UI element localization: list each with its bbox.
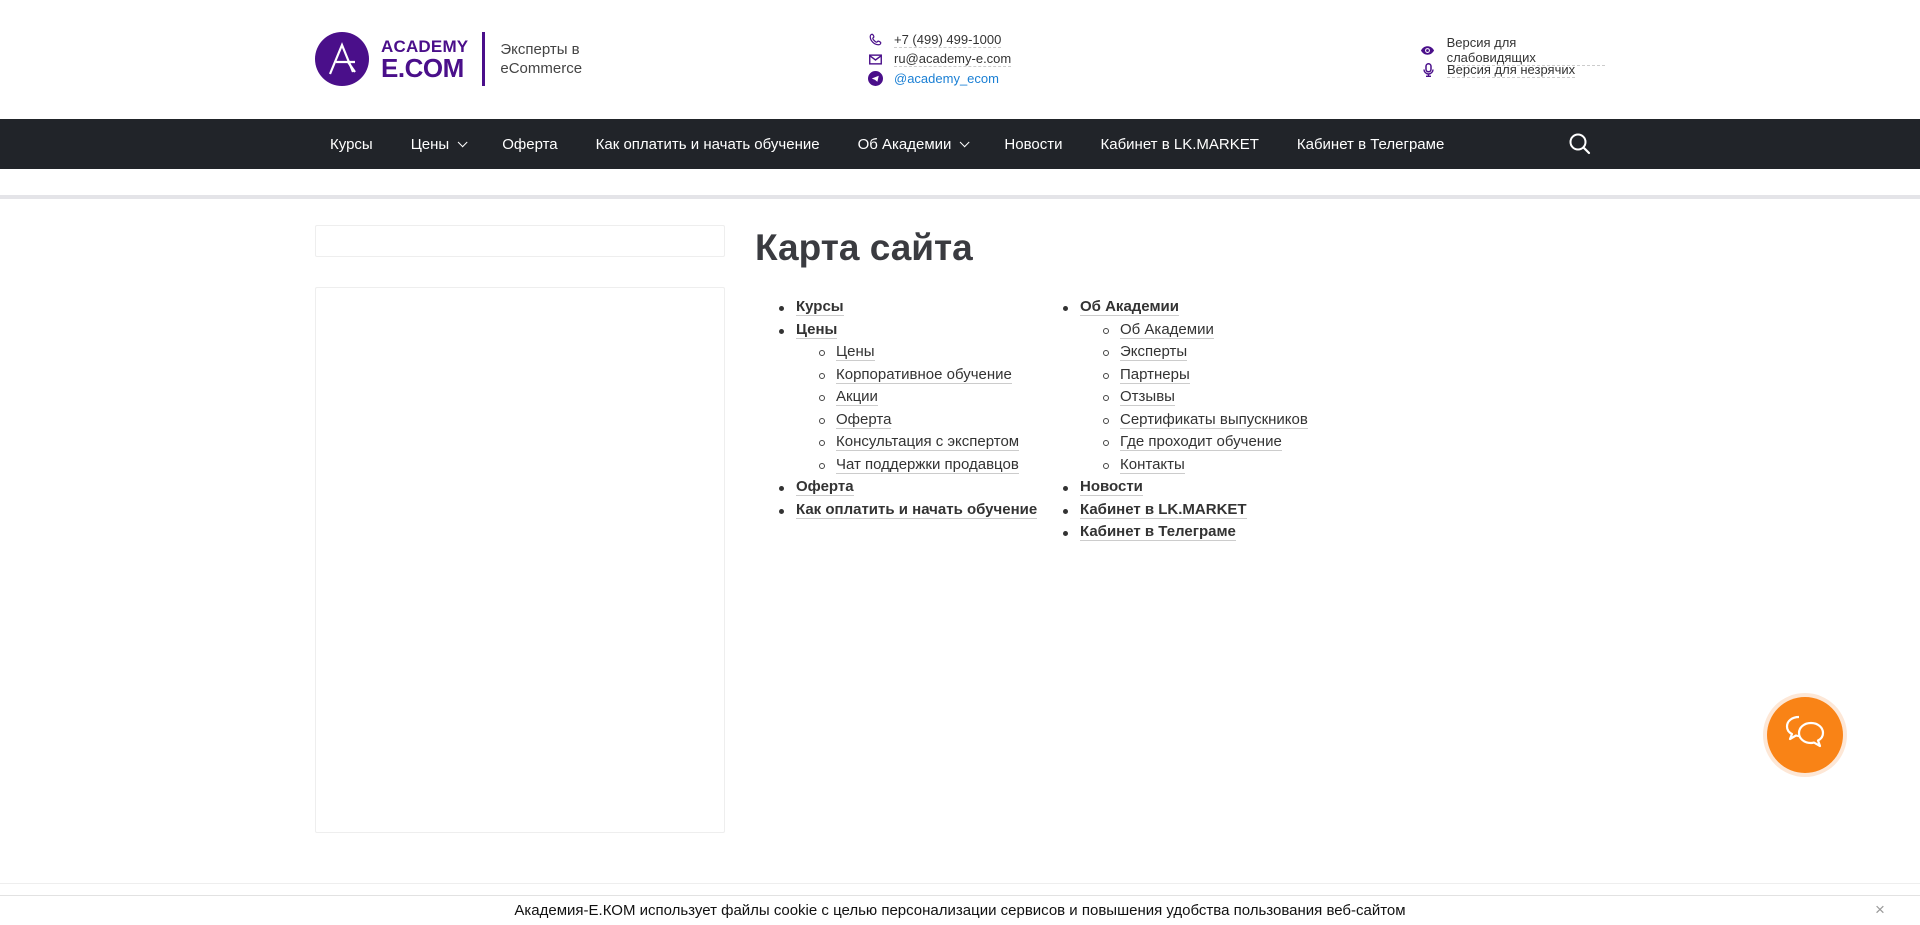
sidebar [315, 225, 725, 833]
sitemap-link-offer-sub[interactable]: Оферта [836, 410, 892, 428]
chat-button-inner [1767, 697, 1843, 773]
sitemap-subitem [1080, 409, 1308, 432]
sidebar-widget [315, 287, 725, 833]
telegram-link[interactable]: @academy_ecom [894, 71, 999, 87]
sitemap [755, 296, 1605, 544]
mail-icon [867, 51, 883, 67]
sitemap-item [755, 296, 1039, 319]
logo-link[interactable] [315, 32, 600, 86]
sub-header-strip [0, 169, 1920, 199]
sitemap-link-promotions[interactable]: Акции [836, 388, 878, 405]
logo-divider [482, 32, 485, 86]
sitemap-link-experts[interactable]: Эксперты [1120, 343, 1188, 360]
sitemap-subitem [796, 409, 1039, 432]
page-title: Карта сайта [755, 227, 973, 268]
sitemap-link-how-to-pay[interactable]: Как оплатить и начать обучение [796, 500, 1038, 518]
nav-item-courses[interactable] [315, 119, 388, 169]
site-header [0, 0, 1920, 119]
sitemap-item [1039, 476, 1308, 499]
sitemap-link-seller-chat[interactable]: Чат поддержки продавцов [836, 455, 1019, 473]
chat-bubbles-icon [1784, 714, 1826, 757]
sitemap-link-consultation[interactable]: Консультация с экспертом [836, 433, 1020, 450]
contact-phone [867, 30, 1011, 50]
sitemap-link-courses[interactable]: Курсы [796, 298, 844, 315]
nav-label: Кабинет в Телеграме [1296, 135, 1445, 153]
sitemap-subitem [796, 364, 1039, 387]
low-vision-version[interactable] [1420, 34, 1605, 65]
logo-tagline: Эксперты в eCommerce [500, 41, 583, 77]
sitemap-subitem [1080, 364, 1308, 387]
nav-item-news[interactable] [989, 119, 1077, 169]
contact-email [867, 50, 1011, 70]
nav-label: Оферта [502, 135, 558, 153]
sitemap-link-where-study[interactable]: Где проходит обучение [1120, 433, 1282, 450]
phone-icon [867, 32, 883, 48]
sitemap-sublist [796, 341, 1039, 476]
sitemap-subitem [1080, 319, 1308, 342]
sitemap-column-2 [1039, 296, 1308, 544]
sitemap-subitem [1080, 431, 1308, 454]
sitemap-subitem [796, 454, 1039, 477]
sitemap-link-about[interactable]: Об Академии [1080, 298, 1179, 315]
contact-telegram [867, 69, 1011, 89]
footer-divider [0, 883, 1920, 884]
sitemap-link-about-sub[interactable]: Об Академии [1120, 320, 1214, 338]
sitemap-subitem [1080, 386, 1308, 409]
sitemap-subitem [796, 431, 1039, 454]
eye-icon [1420, 42, 1436, 58]
nav-label: Как оплатить и начать обучение [595, 135, 820, 153]
nav-label: Цены [410, 135, 450, 153]
sitemap-item [1039, 521, 1308, 544]
nav-item-about[interactable] [843, 119, 982, 169]
chat-button[interactable] [1763, 693, 1847, 777]
cookie-banner [0, 895, 1920, 925]
nav-item-offer[interactable] [487, 119, 572, 169]
sitemap-link-reviews[interactable]: Отзывы [1120, 388, 1175, 405]
main-content [0, 199, 1920, 833]
nav-item-telegram-cabinet[interactable] [1282, 119, 1459, 169]
close-icon[interactable]: × [1875, 900, 1885, 919]
sitemap-link-offer[interactable]: Оферта [796, 478, 854, 495]
sitemap-link-corporate[interactable]: Корпоративное обучение [836, 365, 1012, 383]
sitemap-sublist [1080, 319, 1308, 477]
email-link[interactable]: ru@academy-e.com [894, 51, 1012, 67]
sitemap-subitem [796, 386, 1039, 409]
logo-icon [315, 32, 369, 86]
sitemap-link-prices[interactable]: Цены [796, 320, 838, 338]
sitemap-item [755, 476, 1039, 499]
sitemap-column-1 [755, 296, 1039, 544]
sitemap-subitem [1080, 341, 1308, 364]
cookie-text: Академия-Е.КОМ использует файлы cookie с целью персонализации сервисов и повышения удобства пользования веб-сайтом [514, 902, 1406, 919]
sitemap-subitem [796, 341, 1039, 364]
main-nav [0, 119, 1920, 169]
chevron-down-icon [458, 137, 468, 147]
low-vision-link[interactable]: Версия для слабовидящих [1447, 35, 1605, 66]
nav-label: Курсы [330, 135, 373, 153]
blind-link[interactable]: Версия для незрячих [1447, 62, 1576, 77]
telegram-icon [867, 71, 883, 87]
search-icon[interactable] [1567, 131, 1593, 157]
sitemap-item [1039, 296, 1308, 476]
sitemap-link-lk-market[interactable]: Кабинет в LK.MARKET [1080, 500, 1247, 518]
nav-label: Кабинет в LK.MARKET [1100, 135, 1259, 153]
sitemap-link-certificates[interactable]: Сертификаты выпускников [1120, 410, 1308, 428]
sitemap-link-contacts[interactable]: Контакты [1120, 455, 1185, 473]
sitemap-link-telegram-cabinet[interactable]: Кабинет в Телеграме [1080, 523, 1236, 540]
sitemap-link-prices-sub[interactable]: Цены [836, 343, 875, 360]
sitemap-subitem [1080, 454, 1308, 477]
content-area [755, 225, 1605, 833]
sitemap-item [1039, 499, 1308, 522]
sitemap-link-news[interactable]: Новости [1080, 478, 1143, 495]
nav-item-prices[interactable] [396, 119, 480, 169]
contacts-block [867, 30, 1011, 89]
chevron-down-icon [960, 137, 970, 147]
sitemap-link-partners[interactable]: Партнеры [1120, 365, 1190, 383]
nav-label: Новости [1004, 135, 1063, 153]
nav-label: Об Академии [857, 135, 952, 153]
microphone-icon [1420, 62, 1436, 78]
phone-link[interactable]: +7 (499) 499-1000 [894, 31, 1002, 47]
logo-wordmark: ACADEMY E.COM [381, 36, 469, 83]
sitemap-item [755, 319, 1039, 477]
accessibility-block [1420, 34, 1605, 80]
sidebar-search-widget[interactable] [315, 225, 725, 257]
nav-item-how-to-pay[interactable] [581, 119, 835, 169]
sitemap-item [755, 499, 1039, 522]
nav-item-lk-market[interactable] [1086, 119, 1274, 169]
